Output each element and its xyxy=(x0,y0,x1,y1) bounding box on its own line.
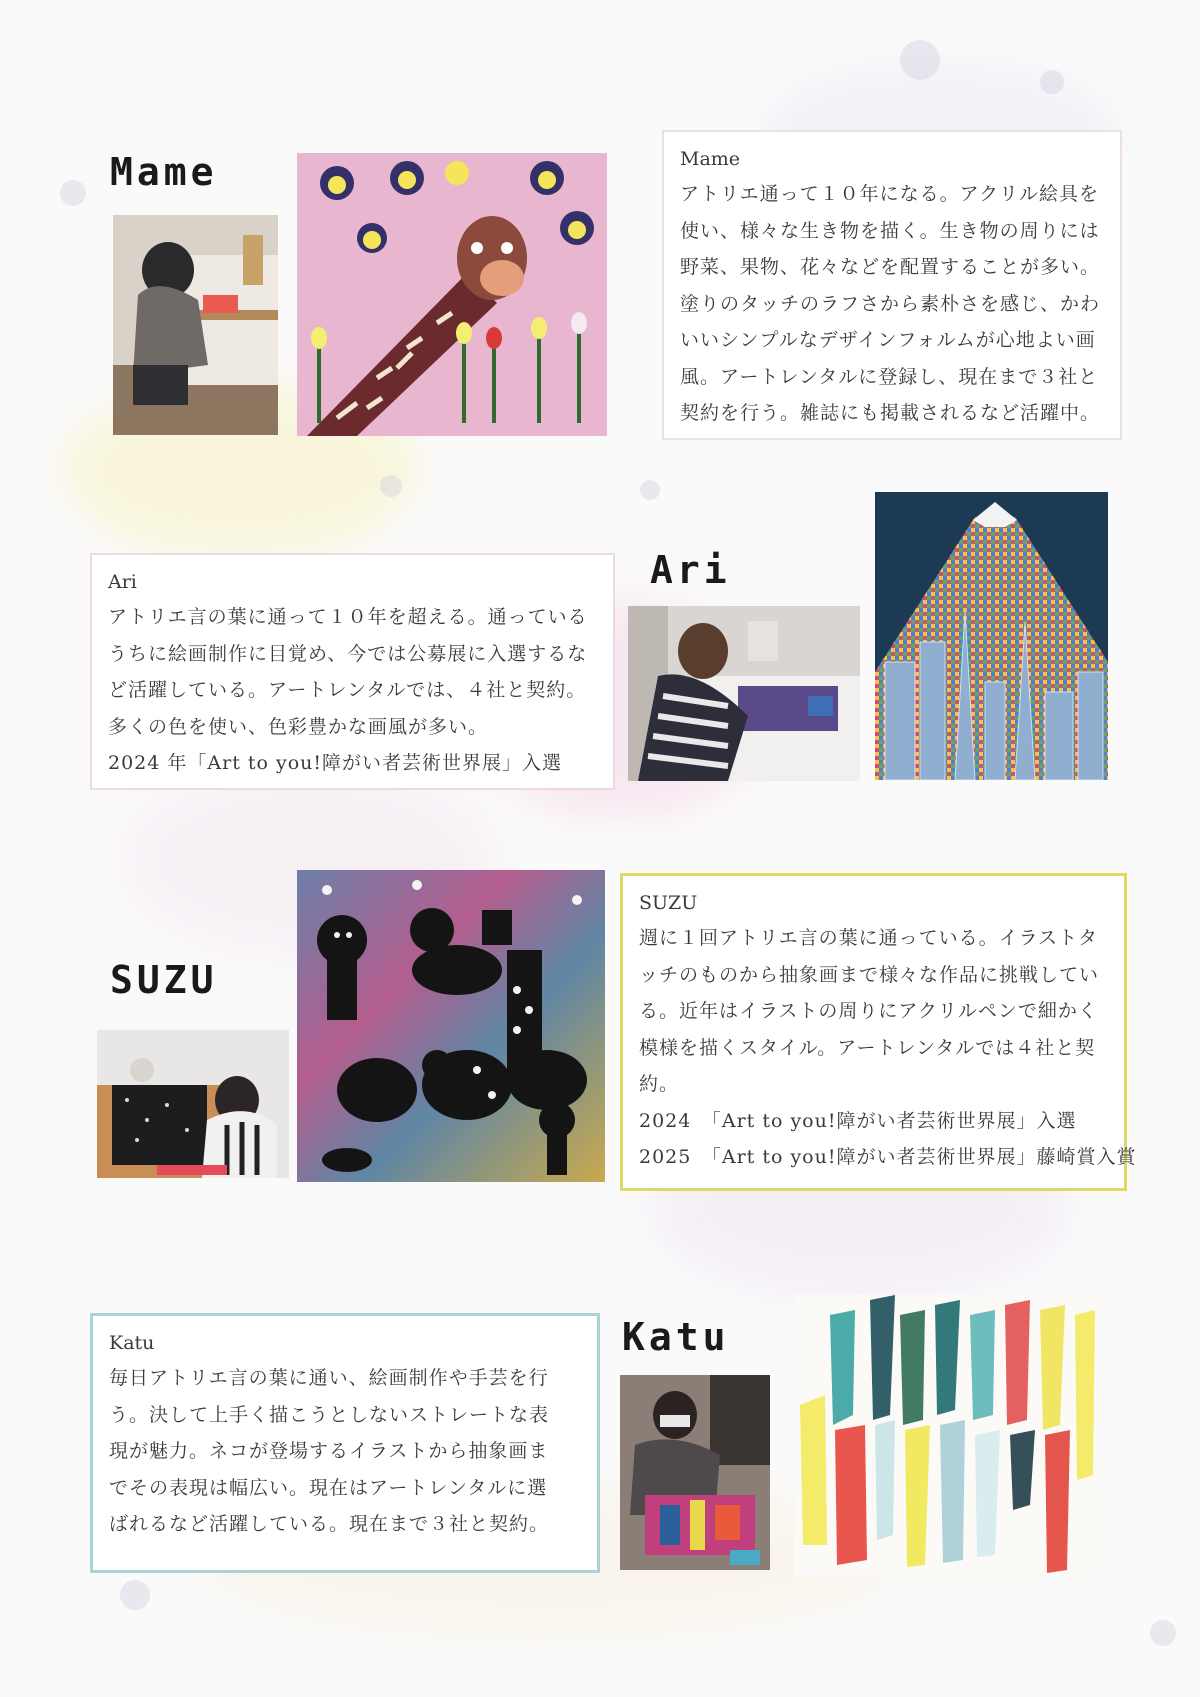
ari-line: うちに絵画制作に目覚め、今では公募展に入選するな xyxy=(108,642,588,665)
mame-description-box xyxy=(662,130,1122,440)
katu-line: ばれるなど活躍している。現在まで３社と契約。 xyxy=(109,1513,550,1535)
suzu-line: 週に１回アトリエ言の葉に通っている。イラストタ xyxy=(639,927,1099,949)
ari-line: 多くの色を使い、色彩豊かな画風が多い。 xyxy=(108,715,489,738)
mame-line: 契約を行う。雑誌にも掲載されるなど活躍中。 xyxy=(680,402,1101,424)
katu-line: 現が魅力。ネコが登場するイラストから抽象画ま xyxy=(109,1440,549,1462)
suzu-description-box xyxy=(620,873,1137,1191)
katu-working-photo xyxy=(620,1375,770,1570)
suzu-line: 2024 「Art to you!障がい者芸術世界展」入選 xyxy=(639,1109,1077,1132)
suzu-line: 模様を描くスタイル。アートレンタルでは４社と契 xyxy=(639,1036,1096,1059)
ari-line: ど活躍している。アートレンタルでは、４社と契約。 xyxy=(108,679,587,701)
mame-line: いいシンプルなデザインフォルムが心地よい画 xyxy=(680,329,1096,351)
katu-box-title: Katu xyxy=(109,1332,155,1354)
mame-line: 使い、様々な生き物を描く。生き物の周りには xyxy=(680,219,1100,242)
suzu-line: ッチのものから抽象画まで様々な作品に挑戦してい xyxy=(639,963,1100,986)
suzu-description-text xyxy=(639,920,1137,1176)
suzu-line: 2025 「Art to you!障がい者芸術世界展」藤崎賞入賞 xyxy=(639,1146,1137,1168)
ari-line: アトリエ言の葉に通って１０年を超える。通っている xyxy=(108,606,588,628)
katu-line: でその表現は幅広い。現在はアートレンタルに選 xyxy=(109,1476,548,1499)
mame-line: 風。アートレンタルに登録し、現在まで３社と xyxy=(680,365,1099,388)
mame-artwork-giraffe xyxy=(297,153,607,436)
suzu-working-photo xyxy=(97,1030,289,1178)
ari-line: 2024 年「Art to you!障がい者芸術世界展」入選 xyxy=(108,752,563,774)
katu-description-box xyxy=(90,1313,600,1573)
artist-name-katu: Katu xyxy=(622,1315,730,1359)
artist-name-suzu: SUZU xyxy=(110,958,218,1002)
mame-description-text xyxy=(680,176,1104,432)
mame-line: 野菜、果物、花々などを配置することが多い。 xyxy=(680,256,1101,278)
artist-name-ari: Ari xyxy=(650,548,731,592)
mame-working-photo xyxy=(113,215,278,435)
ari-description-box xyxy=(90,553,615,790)
ari-working-photo xyxy=(628,606,860,781)
ari-box-title: Ari xyxy=(108,571,137,593)
katu-line: 毎日アトリエ言の葉に通い、絵画制作や手芸を行 xyxy=(109,1367,549,1389)
ari-description-text xyxy=(108,599,597,782)
mame-line: アトリエ通って１０年になる。アクリル絵具を xyxy=(680,183,1100,205)
suzu-line: る。近年はイラストの周りにアクリルペンで細かく xyxy=(639,1000,1098,1022)
artist-name-mame: Mame xyxy=(110,150,218,194)
suzu-artwork-animals xyxy=(297,870,605,1182)
suzu-line: 約。 xyxy=(639,1073,680,1095)
katu-description-text xyxy=(109,1360,581,1543)
mame-box-title: Mame xyxy=(680,148,741,170)
katu-line: う。決して上手く描こうとしないストレートな表 xyxy=(109,1403,550,1426)
katu-artwork-abstract xyxy=(795,1295,1100,1577)
ari-artwork-mountain-city xyxy=(875,492,1108,780)
suzu-box-title: SUZU xyxy=(639,892,698,914)
mame-line: 塗りのタッチのラフさから素朴さを感じ、かわ xyxy=(680,292,1101,315)
